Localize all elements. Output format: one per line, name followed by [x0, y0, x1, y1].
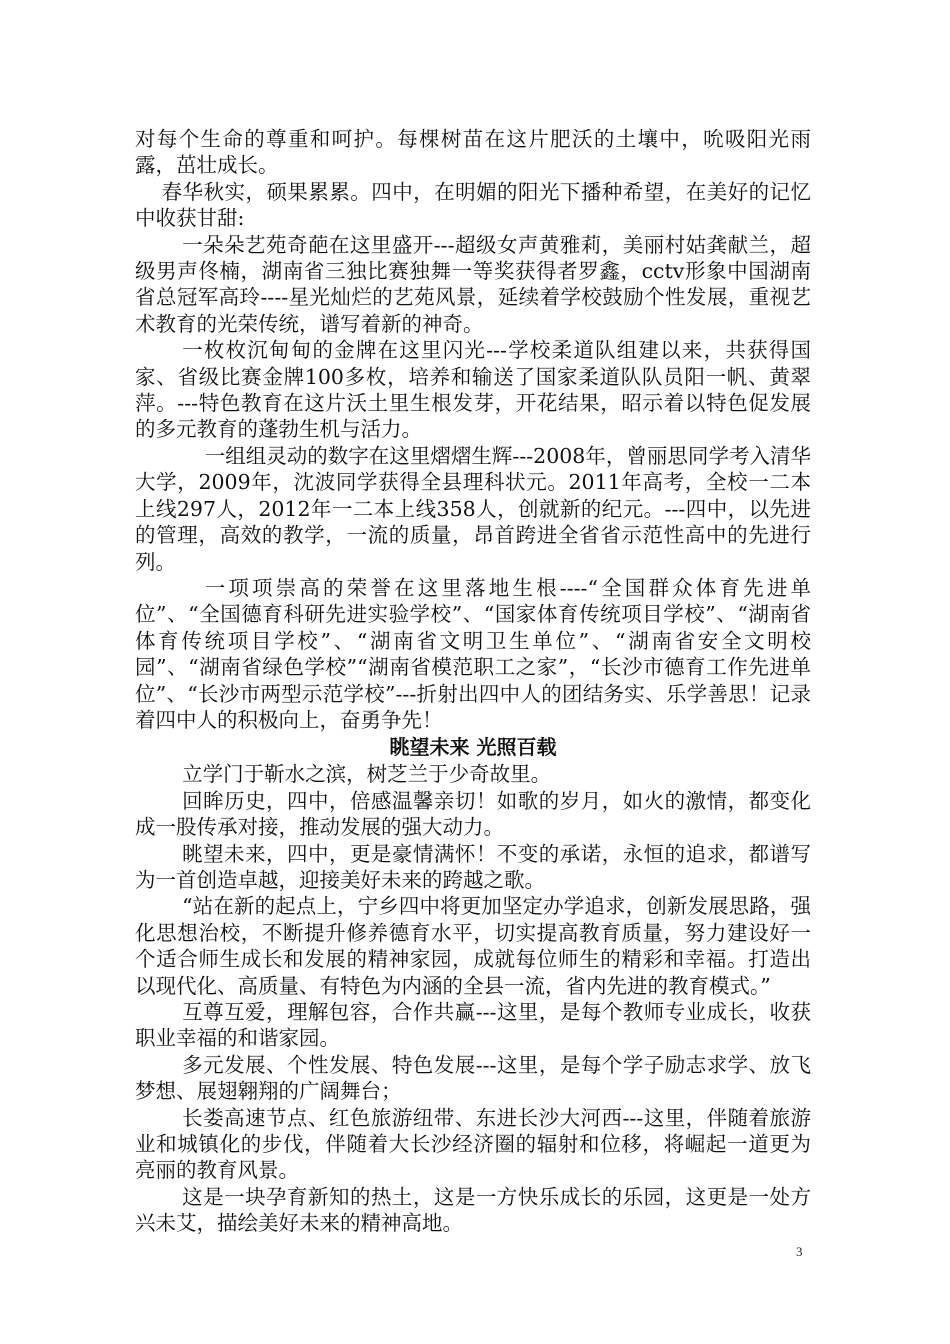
- paragraph: 多元发展、个性发展、特色发展---这里，是每个学子励志求学、放飞梦想、展翅翱翔的广阔舞台；: [135, 1052, 811, 1104]
- paragraph: 一枚枚沉甸甸的金牌在这里闪光---学校柔道队组建以来，共获得国家、省级比赛金牌100多枚，培养和输送了国家柔道队队员阳一帆、黄翠萍。---特色教育在这片沃土里生根发芽，开花结果，昭示着以特色促发展的多元教育的蓬勃生机与活力。: [135, 338, 811, 442]
- paragraph: 一项项崇高的荣誉在这里落地生根----“全国群众体育先进单位”、“全国德育科研先进实验学校”、“国家体育传统项目学校”、“湖南省体育传统项目学校”、“湖南省文明卫生单位”、“湖南省安全文明校园”、“湖南省绿色学校”“湖南省模范职工之家”，“长沙市德育工作先进单位”、“长沙市两型示范学校”---折射出四中人的团结务实、乐学善思！记录着四中人的积极向上，奋勇争先！: [135, 575, 811, 732]
- paragraph: 一组组灵动的数字在这里熠熠生辉---2008年，曾丽思同学考入清华大学，2009年，沈波同学获得全县理科状元。2011年高考，全校一二本上线297人，2012年一二本上线358人，创就新的纪元。---四中，以先进的管理，高效的教学，一流的质量，昂首跨进全省省示范性高中的先进行列。: [135, 443, 811, 574]
- paragraph: 眺望未来，四中，更是豪情满怀！不变的承诺，永恒的追求，都谱写为一首创造卓越，迎接美好未来的跨越之歌。: [135, 841, 811, 892]
- document-body: [135, 126, 811, 1237]
- paragraph: 对每个生命的尊重和呵护。每棵树苗在这片肥沃的土壤中，吮吸阳光雨露，茁壮成长。: [135, 127, 811, 178]
- section-heading: 眺望未来 光照百载: [389, 735, 557, 760]
- paragraph: 这是一块孕育新知的热土，这是一方快乐成长的乐园，这更是一处方兴未艾，描绘美好未来的精神高地。: [135, 1184, 811, 1236]
- paragraph: 一朵朵艺苑奇葩在这里盛开---超级女声黄雅莉，美丽村姑龚献兰，超级男声佟楠，湖南省三独比赛独舞一等奖获得者罗鑫，cctv形象中国湖南省总冠军高玲----星光灿烂的艺苑风景，延续着学校鼓励个性发展，重视艺术教育的光荣传统，谱写着新的神奇。: [135, 232, 811, 336]
- paragraph: 长娄高速节点、红色旅游纽带、东进长沙大河西---这里，伴随着旅游业和城镇化的步伐，伴随着大长沙经济圈的辐射和位移，将崛起一道更为亮丽的教育风景。: [135, 1105, 811, 1183]
- paragraph: 立学门于靳水之滨，树芝兰于少奇故里。: [182, 762, 552, 787]
- paragraph: 互尊互爱，理解包容，合作共赢---这里，是每个教师专业成长，收获职业幸福的和谐家园。: [135, 1000, 811, 1051]
- paragraph: 回眸历史，四中，倍感温馨亲切！如歌的岁月，如火的激情，都变化成一股传承对接，推动发展的强大动力。: [135, 788, 811, 840]
- paragraph: 春华秋实，硕果累累。四中，在明媚的阳光下播种希望，在美好的记忆中收获甘甜:: [135, 179, 811, 231]
- page-number: 3: [796, 1244, 803, 1259]
- paragraph: “站在新的起点上，宁乡四中将更加坚定办学追求，创新发展思路，强化思想治校，不断提升修养德育水平，切实提高教育质量，努力建设好一个适合师生成长和发展的精神家园，成就每位师生的精彩和幸福。打造出以现代化、高质量、有特色为内涵的全县一流，省内先进的教育模式。”: [135, 894, 811, 998]
